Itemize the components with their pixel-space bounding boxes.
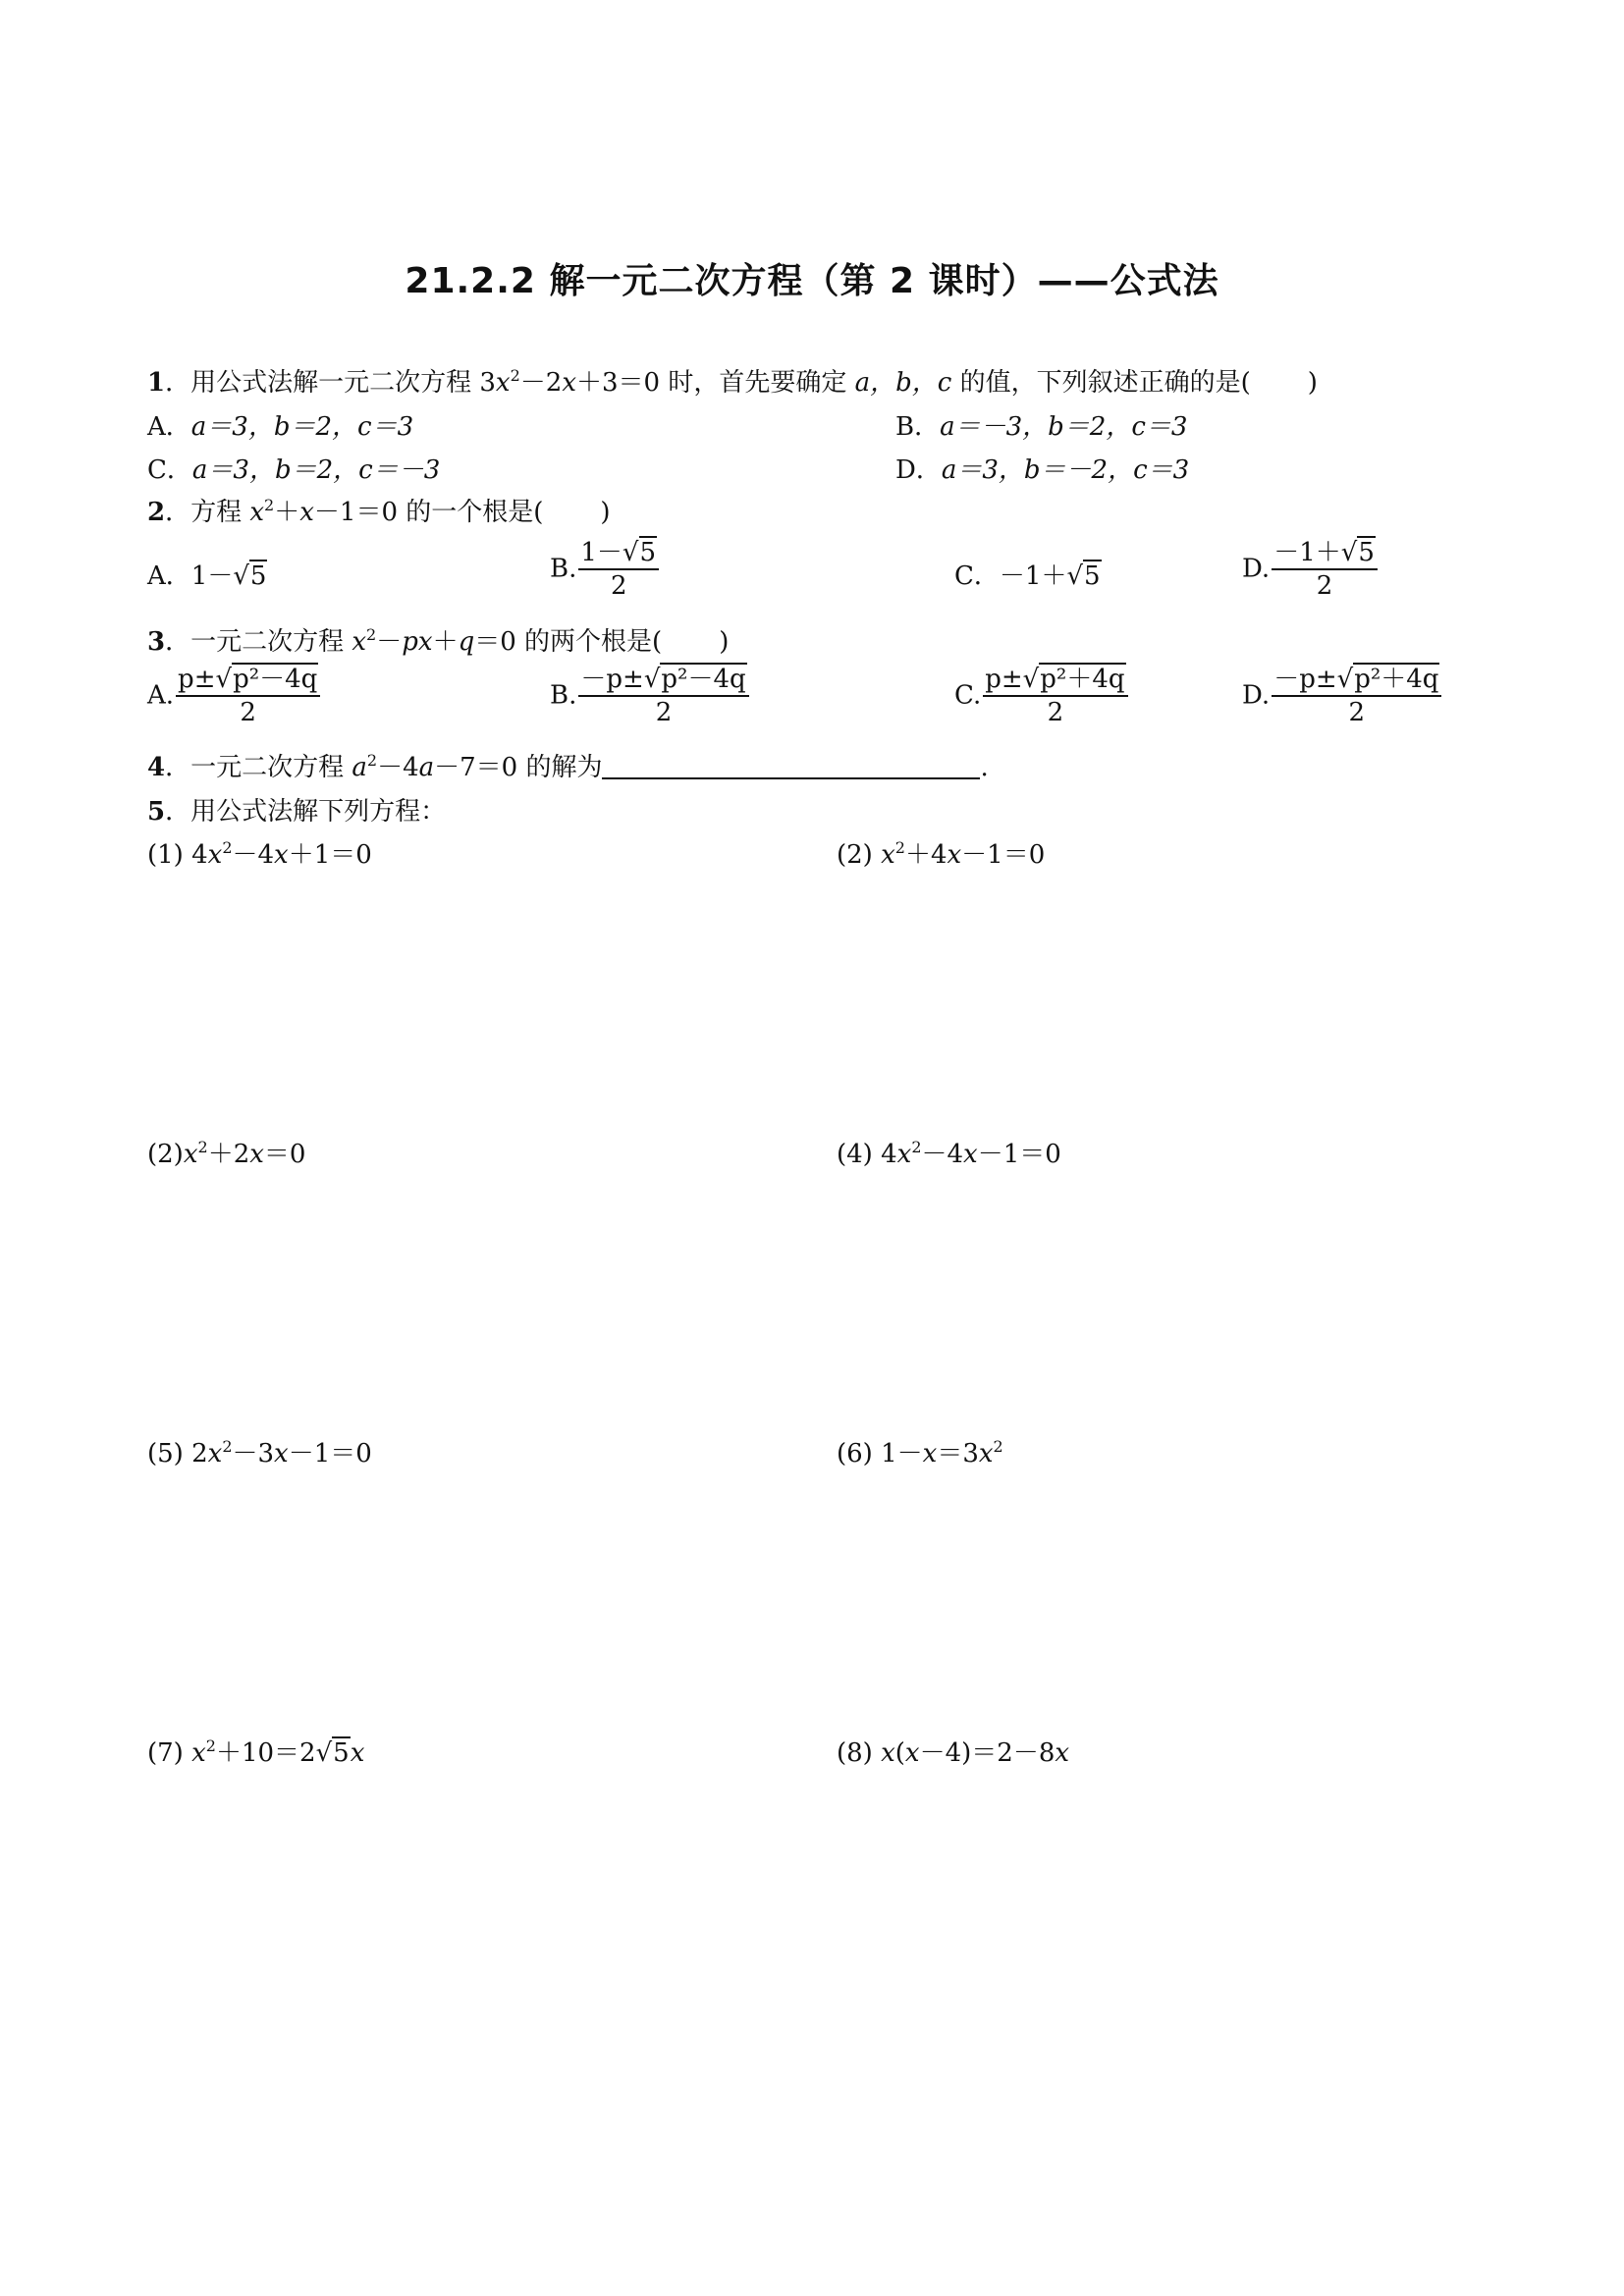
sqrt-symbol: √5 (1066, 561, 1101, 591)
fraction: $\frac{\text{p±√p²＋4q}}{2}$ (983, 665, 1127, 728)
fraction: $\frac{\text{－p±√p²－4q}}{2}$ (578, 665, 748, 728)
sqrt-symbol: √5 (315, 1738, 350, 1768)
q3-option-a[interactable]: A. $\frac{\text{p±√p²－4q}}{2}$ (147, 665, 320, 728)
q2-option-c[interactable]: C．－1＋√5 (954, 561, 1101, 591)
q2-option-b[interactable]: B. $\frac{1-√5}{2}$ (550, 538, 659, 602)
question-4: 4．一元二次方程 $a^2-4a-7=0$ 的解为 . (147, 751, 989, 782)
q5-item-1: (1) $4x^2-4x+1=0$ (147, 838, 372, 870)
page-title: 21.2.2 解一元二次方程（第 2 课时）——公式法 (405, 261, 1219, 301)
answer-blank[interactable] (602, 752, 980, 779)
q1-option-a[interactable]: A．a＝3，b＝2，c＝3 (147, 412, 414, 442)
q5-item-6: (6) $1-x=3x^2$ (837, 1437, 1003, 1468)
q1-option-b[interactable]: B．a＝－3，b＝2，c＝3 (895, 412, 1188, 442)
question-number: 1 (147, 368, 166, 398)
q1-option-c[interactable]: C．a＝3，b＝2，c＝－3 (147, 455, 441, 485)
q5-item-3: $(2)x^2+2x=0$ (147, 1138, 306, 1169)
sqrt-symbol: √5 (233, 561, 267, 591)
fraction: $\frac{\text{p±√p²－4q}}{2}$ (176, 665, 320, 728)
q5-item-8: (8) x(x－4)＝2－8x (837, 1738, 1070, 1768)
fraction: $\frac{\text{－p±√p²＋4q}}{2}$ (1272, 665, 1441, 728)
q2-option-a[interactable]: A．1－√5 (147, 561, 267, 591)
question-1: 1．用公式法解一元二次方程 $3x^2-2x+3=0$ 时，首先要确定 a，b，c 的值，下列叙述正确的是( ) (147, 366, 1318, 398)
q5-item-5: (5) $2x^2-3x-1=0$ (147, 1437, 372, 1468)
q5-item-4: (4) $4x^2-4x-1=0$ (837, 1138, 1061, 1169)
question-number: 5 (147, 797, 166, 827)
q1-option-d[interactable]: D．a＝3，b＝－2，c＝3 (895, 455, 1190, 485)
question-number: 4 (147, 753, 166, 782)
q2-option-d[interactable]: D. $\frac{-1+√5}{2}$ (1242, 538, 1378, 602)
fraction: $\frac{1-√5}{2}$ (578, 538, 659, 602)
question-3: 3．一元二次方程 $x^2-px+q=0$ 的两个根是( ) (147, 625, 730, 657)
question-number: 3 (147, 627, 166, 657)
q3-option-b[interactable]: B. $\frac{\text{－p±√p²－4q}}{2}$ (550, 665, 749, 728)
q5-item-7: (7) $x^2+10=2√5x$ (147, 1736, 365, 1768)
q3-option-c[interactable]: C. $\frac{\text{p±√p²＋4q}}{2}$ (954, 665, 1128, 728)
fraction: $\frac{-1+√5}{2}$ (1272, 538, 1378, 602)
question-number: 2 (147, 498, 166, 527)
question-2: 2．方程 $x^2+x-1=0$ 的一个根是( ) (147, 496, 611, 527)
question-5: 5．用公式法解下列方程： (147, 797, 447, 827)
q3-option-d[interactable]: D. $\frac{\text{－p±√p²＋4q}}{2}$ (1242, 665, 1441, 728)
q2-options (147, 538, 1473, 616)
q3-options (147, 665, 1473, 743)
q5-item-2: (2) $x^2+4x-1=0$ (837, 838, 1046, 870)
